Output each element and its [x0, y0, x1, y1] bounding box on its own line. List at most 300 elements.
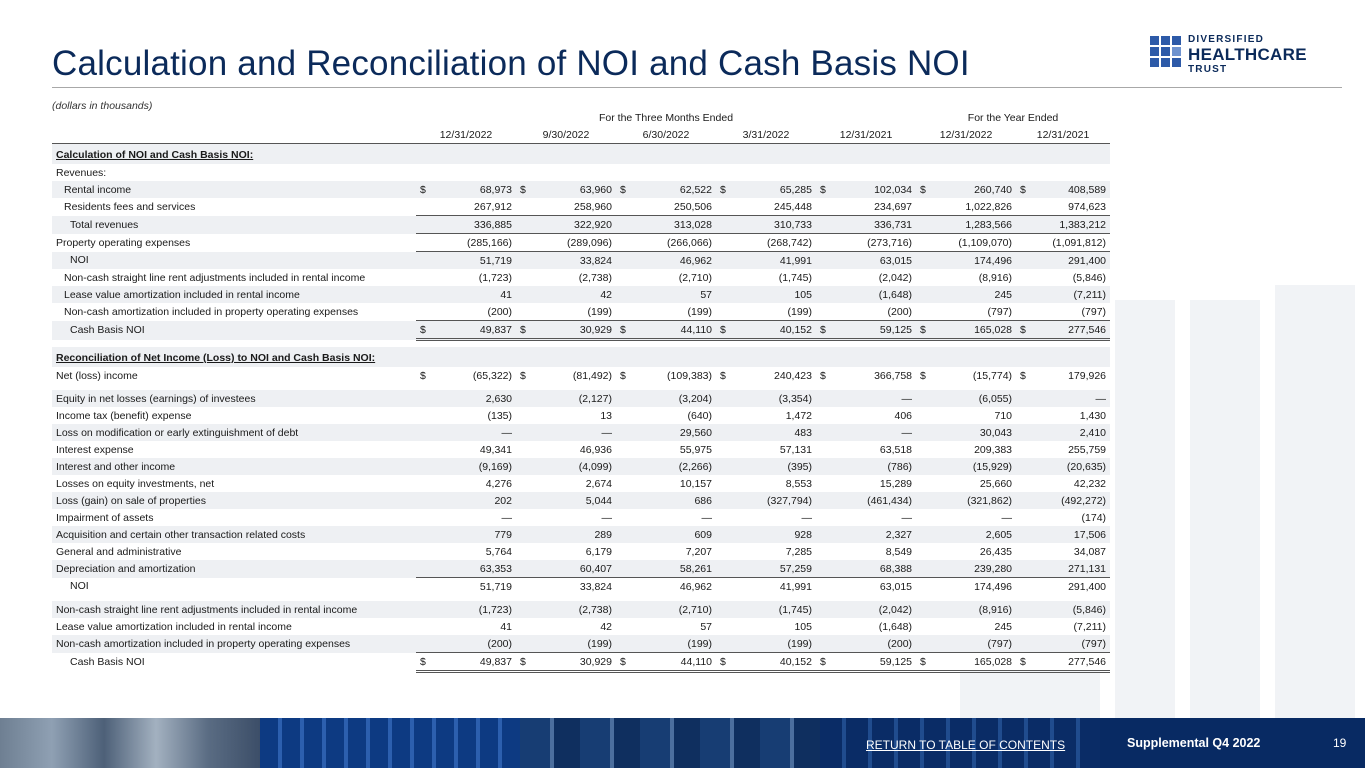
- empty-cell: [916, 424, 930, 441]
- row-spacer: [52, 340, 1110, 348]
- empty-cell: [416, 216, 430, 234]
- empty-cell: [516, 390, 530, 407]
- row-value: 42: [600, 620, 612, 633]
- row-value: 7,207: [685, 545, 712, 558]
- row-value: (289,096): [530, 234, 616, 252]
- row-label: Total revenues: [52, 216, 416, 234]
- row-value: 2,674: [585, 477, 612, 490]
- row-value: 686: [630, 492, 716, 509]
- currency-symbol: $: [920, 369, 926, 382]
- empty-cell: [416, 458, 430, 475]
- empty-cell: [416, 441, 430, 458]
- row-value: (20,635): [1030, 458, 1110, 475]
- empty-cell: [416, 269, 430, 286]
- empty-cell: [416, 635, 430, 653]
- row-value: (200): [430, 635, 516, 653]
- row-value: 179,926: [1068, 369, 1107, 382]
- row-value: (285,166): [430, 234, 516, 252]
- empty-cell: [716, 526, 730, 543]
- row-value: 974,623: [1030, 198, 1110, 216]
- row-value: 41: [500, 620, 512, 633]
- row-value: 1,383,212: [1030, 216, 1110, 234]
- empty-cell: [516, 252, 530, 270]
- row-value: (1,723): [478, 271, 512, 284]
- table-row: [52, 458, 1110, 475]
- empty-cell: [716, 601, 730, 618]
- row-label: Property operating expenses: [56, 236, 191, 249]
- noi-table: [52, 109, 1110, 673]
- row-label: Interest and other income: [52, 458, 416, 475]
- background-decoration: [1275, 285, 1355, 718]
- currency-symbol: $: [416, 181, 430, 198]
- empty-cell: [1016, 252, 1030, 270]
- row-value: 26,435: [979, 545, 1013, 558]
- row-value: (2,266): [630, 458, 716, 475]
- row-value: 4,276: [485, 477, 512, 490]
- empty-cell: [916, 234, 930, 252]
- logo-mark-icon: [1150, 36, 1182, 68]
- empty-cell: [1016, 424, 1030, 441]
- row-value: (3,204): [630, 390, 716, 407]
- row-value: 2,410: [1030, 424, 1110, 441]
- row-value: (640): [687, 409, 712, 422]
- row-value: (1,745): [730, 601, 816, 618]
- empty-cell: [616, 390, 630, 407]
- empty-cell: [416, 543, 430, 560]
- empty-cell: [516, 635, 530, 653]
- row-value: 46,936: [579, 443, 612, 456]
- row-value: 63,353: [430, 560, 516, 578]
- empty-cell: [816, 269, 830, 286]
- row-value: (109,383): [667, 369, 712, 382]
- row-value: 609: [630, 526, 716, 543]
- empty-cell: [816, 407, 830, 424]
- row-value: (327,794): [730, 492, 816, 509]
- row-value: 1,430: [1079, 409, 1107, 422]
- row-value: (65,322): [472, 369, 512, 382]
- row-label: Depreciation and amortization: [52, 560, 416, 578]
- row-value: (81,492): [572, 369, 612, 382]
- empty-cell: [516, 234, 530, 252]
- empty-cell: [516, 424, 530, 441]
- row-value: —: [830, 424, 916, 441]
- row-value: 17,506: [1030, 526, 1110, 543]
- empty-cell: [616, 269, 630, 286]
- row-value: 928: [730, 526, 816, 543]
- row-value: (8,916): [978, 271, 1013, 284]
- row-value: 209,383: [974, 443, 1013, 456]
- row-value: 15,289: [879, 477, 913, 490]
- empty-cell: [716, 635, 730, 653]
- empty-cell: [616, 601, 630, 618]
- empty-cell: [916, 269, 930, 286]
- empty-cell: [716, 234, 730, 252]
- row-value: (1,091,812): [1030, 234, 1110, 252]
- empty-cell: [616, 560, 630, 578]
- row-value: —: [830, 390, 916, 407]
- currency-symbol: $: [820, 369, 826, 382]
- row-value: (797): [930, 635, 1016, 653]
- empty-cell: [816, 252, 830, 270]
- empty-cell: [816, 390, 830, 407]
- row-value: 60,407: [530, 560, 616, 578]
- row-label: Lease value amortization included in rental income: [56, 620, 292, 633]
- row-value: 105: [730, 286, 816, 303]
- row-value: 313,028: [630, 216, 716, 234]
- group-header-year: For the Year Ended: [967, 111, 1059, 124]
- row-value: 63,518: [879, 443, 913, 456]
- empty-cell: [916, 560, 930, 578]
- row-value: 63,015: [830, 252, 916, 270]
- row-value: 30,043: [930, 424, 1016, 441]
- row-value: 336,885: [430, 216, 516, 234]
- row-value: 245,448: [730, 198, 816, 216]
- row-value: 710: [994, 409, 1013, 422]
- table-row: [52, 601, 1110, 618]
- empty-cell: [816, 286, 830, 303]
- row-value: 289: [530, 526, 616, 543]
- empty-cell: [816, 458, 830, 475]
- empty-cell: [416, 407, 430, 424]
- empty-cell: [716, 458, 730, 475]
- empty-cell: [616, 526, 630, 543]
- empty-cell: [816, 475, 830, 492]
- row-value: —: [601, 511, 612, 524]
- row-value: 174,496: [974, 580, 1013, 593]
- row-value: 406: [894, 409, 913, 422]
- empty-cell: [416, 475, 430, 492]
- section-heading-row: [52, 144, 1110, 165]
- row-value: (268,742): [730, 234, 816, 252]
- table-row: [52, 367, 1110, 384]
- table-row: [52, 198, 1110, 216]
- empty-cell: [1016, 198, 1030, 216]
- row-value: —: [901, 511, 913, 524]
- empty-cell: [516, 560, 530, 578]
- empty-cell: [1016, 492, 1030, 509]
- table-row: [52, 286, 1110, 303]
- row-value: 49,341: [479, 443, 512, 456]
- table-group-header-row: [52, 109, 1110, 126]
- empty-cell: [416, 286, 430, 303]
- row-value: 779: [430, 526, 516, 543]
- row-value: —: [530, 424, 616, 441]
- empty-cell: [916, 407, 930, 424]
- row-value: (461,434): [830, 492, 916, 509]
- table-row: [52, 492, 1110, 509]
- column-header: 12/31/2021: [816, 126, 916, 144]
- row-value: 51,719: [430, 252, 516, 270]
- background-decoration: [1190, 300, 1260, 718]
- row-value: (1,648): [830, 286, 916, 303]
- empty-cell: [916, 578, 930, 596]
- row-label: Losses on equity investments, net: [56, 477, 215, 490]
- empty-cell: [816, 635, 830, 653]
- currency-symbol: $: [816, 653, 830, 672]
- footer-image: [260, 718, 520, 768]
- empty-cell: [716, 303, 730, 321]
- empty-cell: [516, 509, 530, 526]
- currency-symbol: $: [916, 653, 930, 672]
- empty-cell: [516, 618, 530, 635]
- currency-symbol: $: [516, 321, 530, 340]
- header-spacer: [52, 109, 416, 126]
- row-value: (199): [630, 635, 716, 653]
- empty-cell: [716, 424, 730, 441]
- empty-cell: [916, 198, 930, 216]
- row-value: (492,272): [1030, 492, 1110, 509]
- empty-cell: [916, 526, 930, 543]
- currency-symbol: $: [716, 653, 730, 672]
- empty-cell: [816, 441, 830, 458]
- table-row: [52, 252, 1110, 270]
- empty-cell: [416, 303, 430, 321]
- row-value: (266,066): [630, 234, 716, 252]
- empty-cell: [616, 543, 630, 560]
- table-row: [52, 321, 1110, 340]
- empty-cell: [716, 252, 730, 270]
- row-value: 8,549: [885, 545, 913, 558]
- row-value: 5,764: [485, 545, 512, 558]
- logo-line-2: HEALTHCARE: [1188, 45, 1307, 64]
- empty-cell: [516, 216, 530, 234]
- empty-cell: [916, 492, 930, 509]
- empty-cell: [1016, 234, 1030, 252]
- table-row: [52, 216, 1110, 234]
- row-value: —: [701, 511, 712, 524]
- row-value: 41: [430, 286, 516, 303]
- empty-cell: [416, 144, 1110, 165]
- row-value: (2,127): [530, 390, 616, 407]
- row-value: 291,400: [1068, 580, 1107, 593]
- currency-symbol: $: [1016, 321, 1030, 340]
- row-value: 277,546: [1030, 653, 1110, 672]
- currency-symbol: $: [416, 321, 430, 340]
- row-value: 10,157: [679, 477, 712, 490]
- row-value: 408,589: [1030, 181, 1110, 198]
- row-value: (200): [830, 303, 916, 321]
- table-row: [52, 407, 1110, 424]
- row-value: 240,423: [774, 369, 812, 382]
- empty-cell: [816, 216, 830, 234]
- empty-cell: [1016, 526, 1030, 543]
- row-value: 44,110: [630, 321, 716, 340]
- row-label: Loss (gain) on sale of properties: [52, 492, 416, 509]
- row-value: 30,929: [530, 321, 616, 340]
- row-value: (273,716): [830, 234, 916, 252]
- currency-symbol: $: [716, 181, 730, 198]
- row-value: (199): [730, 635, 816, 653]
- empty-cell: [716, 390, 730, 407]
- empty-cell: [1016, 269, 1030, 286]
- row-value: 105: [794, 620, 812, 633]
- row-value: 267,912: [430, 198, 516, 216]
- row-value: (797): [1030, 635, 1110, 653]
- row-value: 57,131: [779, 443, 812, 456]
- logo-line-3: TRUST: [1188, 64, 1228, 75]
- empty-cell: [616, 509, 630, 526]
- currency-symbol: $: [416, 653, 430, 672]
- empty-cell: [816, 198, 830, 216]
- empty-cell: [816, 234, 830, 252]
- row-value: (2,710): [678, 271, 712, 284]
- row-value: 483: [730, 424, 816, 441]
- table-row: [52, 390, 1110, 407]
- row-value: (199): [530, 635, 616, 653]
- row-value: 174,496: [930, 252, 1016, 270]
- currency-symbol: $: [816, 321, 830, 340]
- header-spacer: [52, 126, 416, 144]
- empty-cell: [516, 492, 530, 509]
- table-row: [52, 509, 1110, 526]
- row-value: 46,962: [679, 580, 712, 593]
- row-value: 1,472: [785, 409, 812, 422]
- empty-cell: [516, 458, 530, 475]
- empty-cell: [716, 578, 730, 596]
- empty-cell: [716, 216, 730, 234]
- column-header: 12/31/2021: [1016, 126, 1110, 144]
- row-value: 271,131: [1030, 560, 1110, 578]
- row-value: 57: [700, 620, 712, 633]
- empty-cell: [816, 303, 830, 321]
- row-value: 250,506: [630, 198, 716, 216]
- row-value: (5,846): [1072, 271, 1107, 284]
- row-value: (15,929): [930, 458, 1016, 475]
- empty-cell: [616, 407, 630, 424]
- empty-cell: [616, 216, 630, 234]
- return-to-toc-link[interactable]: RETURN TO TABLE OF CONTENTS: [866, 738, 1066, 752]
- row-label: Interest expense: [56, 443, 134, 456]
- table-row: [52, 618, 1110, 635]
- empty-cell: [816, 526, 830, 543]
- empty-cell: [516, 407, 530, 424]
- page-title: Calculation and Reconciliation of NOI and Cash Basis NOI: [52, 44, 970, 83]
- row-value: (5,846): [1030, 601, 1110, 618]
- row-value: 63,960: [530, 181, 616, 198]
- empty-cell: [1016, 578, 1030, 596]
- empty-cell: [416, 618, 430, 635]
- row-value: 68,973: [430, 181, 516, 198]
- row-value: 41,991: [779, 580, 812, 593]
- row-value: (3,354): [730, 390, 816, 407]
- empty-cell: [1016, 601, 1030, 618]
- table-row: [52, 635, 1110, 653]
- currency-symbol: $: [716, 321, 730, 340]
- empty-cell: [916, 475, 930, 492]
- empty-cell: [816, 424, 830, 441]
- empty-cell: [1016, 635, 1030, 653]
- row-value: 49,837: [430, 321, 516, 340]
- row-value: 55,975: [679, 443, 712, 456]
- empty-cell: [916, 286, 930, 303]
- table-row: [52, 560, 1110, 578]
- row-value: (2,042): [830, 601, 916, 618]
- empty-cell: [416, 164, 1110, 181]
- row-value: 68,388: [830, 560, 916, 578]
- empty-cell: [916, 216, 930, 234]
- row-value: 57: [630, 286, 716, 303]
- row-label: Loss on modification or early extinguishment of debt: [52, 424, 416, 441]
- row-value: 58,261: [630, 560, 716, 578]
- empty-cell: [1016, 458, 1030, 475]
- empty-cell: [616, 441, 630, 458]
- row-value: 102,034: [830, 181, 916, 198]
- row-value: 30,929: [530, 653, 616, 672]
- row-value: 366,758: [874, 369, 913, 382]
- row-label: Non-cash amortization included in property operating expenses: [64, 305, 359, 318]
- background-decoration: [960, 670, 1100, 718]
- currency-symbol: $: [516, 181, 530, 198]
- table-column-header-row: [52, 126, 1110, 144]
- row-value: 59,125: [830, 653, 916, 672]
- row-value: 42,232: [1073, 477, 1107, 490]
- empty-cell: [716, 475, 730, 492]
- row-value: (2,738): [530, 601, 616, 618]
- row-value: (7,211): [1073, 620, 1107, 633]
- empty-cell: [1016, 407, 1030, 424]
- column-header: 6/30/2022: [616, 126, 716, 144]
- row-value: 277,546: [1030, 321, 1110, 340]
- row-value: 5,044: [530, 492, 616, 509]
- company-logo: [1150, 22, 1330, 74]
- row-value: 6,179: [585, 545, 612, 558]
- row-label: Non-cash straight line rent adjustments included in rental income: [52, 601, 416, 618]
- row-value: (199): [730, 303, 816, 321]
- row-value: 46,962: [630, 252, 716, 270]
- row-label: Residents fees and services: [64, 200, 196, 213]
- empty-cell: [416, 560, 430, 578]
- row-value: 234,697: [830, 198, 916, 216]
- row-value: 44,110: [630, 653, 716, 672]
- row-value: 239,280: [930, 560, 1016, 578]
- row-value: (1,648): [878, 620, 913, 633]
- empty-cell: [616, 492, 630, 509]
- footer-image: [520, 718, 820, 768]
- empty-cell: [416, 424, 430, 441]
- row-value: 2,327: [830, 526, 916, 543]
- revenues-label: Revenues:: [56, 166, 107, 179]
- row-label: Non-cash straight line rent adjustments included in rental income: [64, 271, 366, 284]
- empty-cell: [1016, 618, 1030, 635]
- empty-cell: [516, 543, 530, 560]
- row-value: (174): [1081, 511, 1107, 524]
- empty-cell: [716, 441, 730, 458]
- currency-symbol: $: [616, 653, 630, 672]
- row-label: NOI: [70, 580, 89, 593]
- section-heading: Reconciliation of Net Income (Loss) to NOI and Cash Basis NOI:: [52, 347, 416, 367]
- row-value: (135): [487, 409, 512, 422]
- empty-cell: [1016, 216, 1030, 234]
- empty-cell: [816, 492, 830, 509]
- empty-cell: [1016, 286, 1030, 303]
- row-value: 2,630: [430, 390, 516, 407]
- row-value: 62,522: [630, 181, 716, 198]
- table-row: [52, 578, 1110, 596]
- row-value: (4,099): [530, 458, 616, 475]
- row-value: (797): [930, 303, 1016, 321]
- units-note: (dollars in thousands): [52, 100, 153, 112]
- table-row: [52, 424, 1110, 441]
- currency-symbol: $: [616, 321, 630, 340]
- background-decoration: [1115, 300, 1175, 718]
- row-value: (2,710): [630, 601, 716, 618]
- row-label: Income tax (benefit) expense: [56, 409, 192, 422]
- table-row: [52, 526, 1110, 543]
- section-heading: Calculation of NOI and Cash Basis NOI:: [52, 144, 416, 165]
- row-value: (1,723): [430, 601, 516, 618]
- empty-cell: [516, 475, 530, 492]
- row-label: Net (loss) income: [56, 369, 138, 382]
